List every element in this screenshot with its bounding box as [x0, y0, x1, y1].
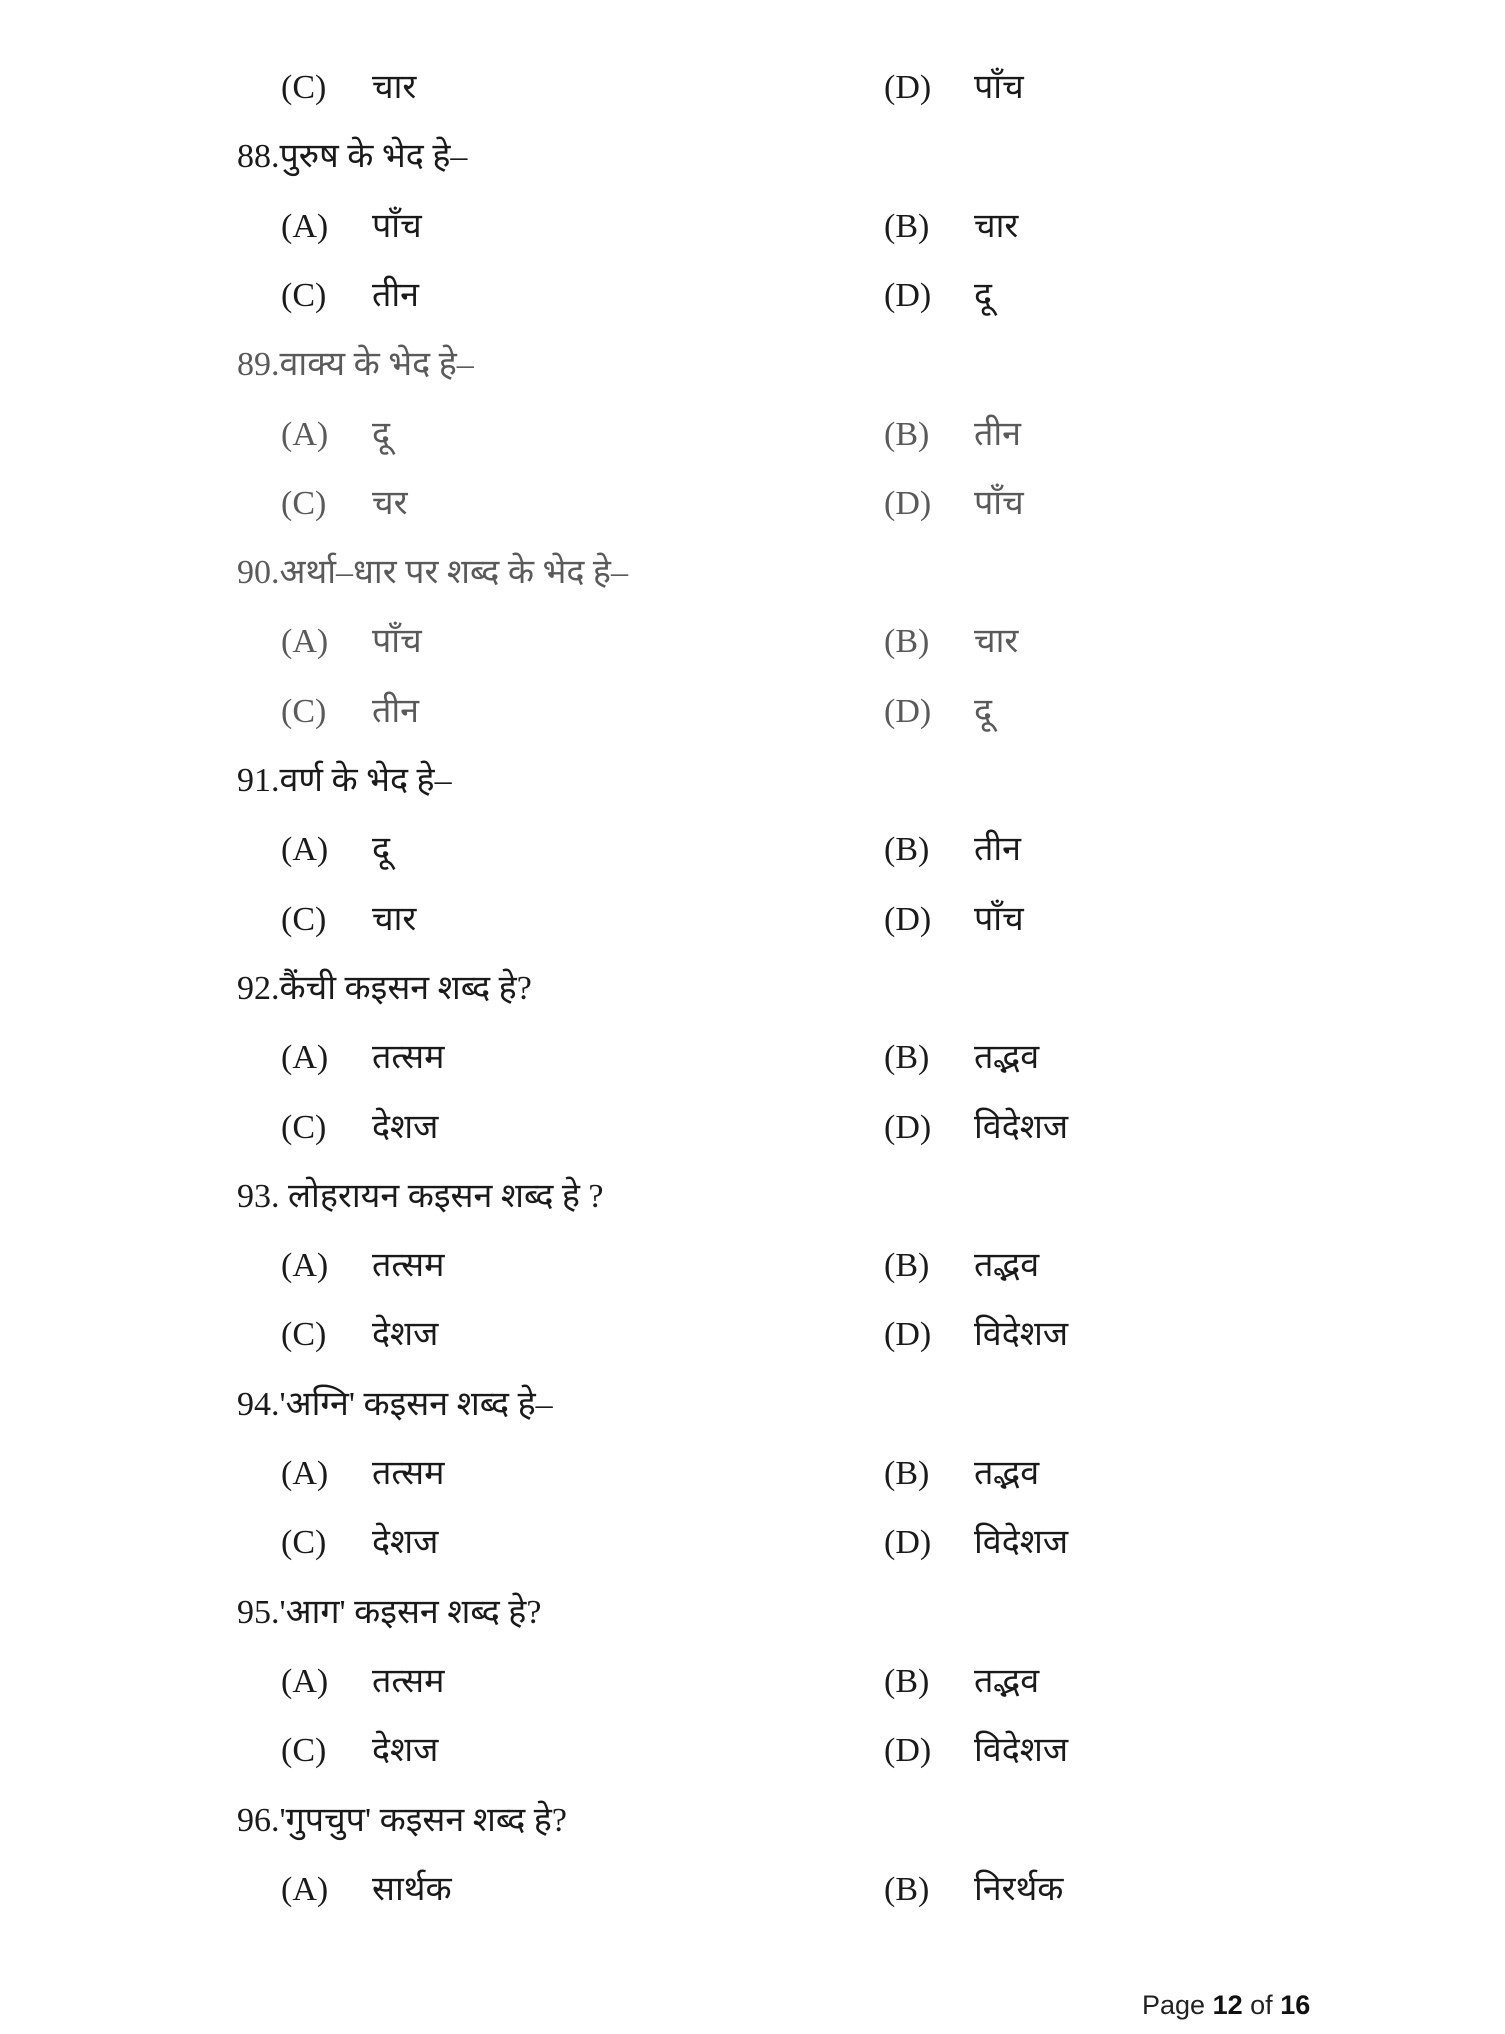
- question-row: [0, 1791, 1505, 1851]
- option-label: (B): [884, 1247, 930, 1285]
- option-label: (B): [884, 1039, 930, 1077]
- question-row: [0, 543, 1505, 603]
- options-row: [0, 1860, 1505, 1920]
- option-text: तत्सम: [372, 1039, 445, 1077]
- option-label: (A): [281, 1662, 329, 1700]
- option-text: चार: [372, 69, 417, 106]
- option-label: (D): [884, 692, 932, 730]
- option-text: तत्सम: [372, 1247, 445, 1285]
- option-label: (D): [884, 900, 932, 938]
- option-label: (B): [884, 831, 930, 869]
- options-row: [0, 1098, 1505, 1158]
- options-row: [0, 1236, 1505, 1296]
- question-text: 90.अर्था–धार पर शब्द के भेद हे–: [237, 554, 628, 592]
- option-text: चार: [974, 207, 1019, 245]
- option-label: (C): [281, 484, 327, 522]
- option-label: (A): [281, 1870, 329, 1908]
- options-row: [0, 1028, 1505, 1088]
- page-number: [1142, 1990, 1310, 2021]
- question-text: 96.'गुपचुप' कइसन शब्द हे?: [237, 1801, 567, 1839]
- question-text: 89.वाक्य के भेद हे–: [237, 346, 474, 384]
- options-row: [0, 820, 1505, 880]
- option-label: (A): [281, 1455, 329, 1492]
- option-label: (D): [884, 1732, 932, 1770]
- option-label: (C): [281, 69, 327, 106]
- page-label: Page: [1142, 1990, 1206, 2020]
- question-row: [0, 1167, 1505, 1227]
- option-label: (C): [281, 276, 327, 314]
- options-row: [0, 612, 1505, 672]
- option-text: दू: [974, 276, 993, 314]
- option-label: (B): [884, 1870, 930, 1908]
- option-text: तीन: [974, 831, 1022, 869]
- option-text: तद्भव: [974, 1662, 1040, 1700]
- option-label: (D): [884, 1524, 932, 1562]
- options-row: [0, 1652, 1505, 1712]
- option-label: (A): [281, 1039, 329, 1077]
- question-text: 92.कैंची कइसन शब्द हे?: [237, 969, 532, 1007]
- option-text: निरर्थक: [974, 1870, 1064, 1908]
- option-text: विदेशज: [974, 1732, 1069, 1770]
- option-text: सार्थक: [372, 1870, 452, 1908]
- option-text: विदेशज: [974, 1108, 1069, 1146]
- option-label: (B): [884, 1455, 930, 1492]
- option-text: दू: [372, 831, 391, 869]
- option-label: (B): [884, 1662, 930, 1700]
- option-label: (B): [884, 415, 930, 453]
- option-text: तत्सम: [372, 1455, 445, 1492]
- option-text: पाँच: [372, 623, 422, 661]
- options-row: [0, 58, 1505, 118]
- option-text: पाँच: [372, 207, 422, 245]
- option-text: पाँच: [974, 484, 1024, 522]
- question-text: 94.'अग्नि' कइसन शब्द हे–: [237, 1385, 553, 1423]
- option-label: (C): [281, 1524, 327, 1562]
- option-text: देशज: [372, 1108, 439, 1146]
- option-text: देशज: [372, 1316, 439, 1354]
- option-text: विदेशज: [974, 1524, 1069, 1562]
- question-text: 91.वर्ण के भेद हे–: [237, 762, 452, 799]
- question-text: 88.पुरुष के भेद हे–: [237, 138, 468, 176]
- option-text: तद्भव: [974, 1455, 1040, 1492]
- option-label: (A): [281, 415, 329, 453]
- option-text: तीन: [372, 692, 420, 730]
- question-row: [0, 127, 1505, 187]
- option-text: देशज: [372, 1524, 439, 1562]
- options-row: [0, 1513, 1505, 1573]
- options-row: [0, 1721, 1505, 1781]
- option-text: चार: [372, 900, 417, 938]
- option-text: विदेशज: [974, 1316, 1069, 1354]
- options-row: [0, 890, 1505, 950]
- option-text: पाँच: [974, 900, 1024, 938]
- option-label: (A): [281, 831, 329, 869]
- option-label: (D): [884, 484, 932, 522]
- option-label: (C): [281, 1108, 327, 1146]
- of-label: of: [1250, 1990, 1273, 2020]
- option-text: चार: [974, 623, 1019, 661]
- options-row: [0, 1305, 1505, 1365]
- option-text: तत्सम: [372, 1662, 445, 1700]
- option-label: (C): [281, 1732, 327, 1770]
- total-pages: 16: [1280, 1990, 1311, 2020]
- question-row: [0, 751, 1505, 811]
- options-row: [0, 405, 1505, 465]
- option-text: पाँच: [974, 69, 1024, 106]
- option-label: (A): [281, 207, 329, 245]
- option-label: (C): [281, 900, 327, 938]
- option-text: तीन: [974, 415, 1022, 453]
- option-text: तीन: [372, 276, 420, 314]
- option-text: दू: [974, 692, 993, 730]
- question-row: [0, 959, 1505, 1019]
- options-row: [0, 197, 1505, 257]
- options-row: [0, 474, 1505, 534]
- option-text: तद्भव: [974, 1039, 1040, 1077]
- question-text: 95.'आग' कइसन शब्द हे?: [237, 1593, 542, 1631]
- options-row: [0, 682, 1505, 742]
- option-label: (D): [884, 1316, 932, 1354]
- option-label: (C): [281, 1316, 327, 1354]
- question-row: [0, 1375, 1505, 1435]
- option-label: (A): [281, 1247, 329, 1285]
- option-text: चर: [372, 484, 408, 522]
- option-label: (D): [884, 1108, 932, 1146]
- option-text: दू: [372, 415, 391, 453]
- current-page: 12: [1212, 1990, 1243, 2020]
- option-label: (D): [884, 69, 932, 106]
- option-label: (B): [884, 207, 930, 245]
- question-row: [0, 1583, 1505, 1643]
- option-label: (C): [281, 692, 327, 730]
- question-row: [0, 335, 1505, 395]
- option-label: (A): [281, 623, 329, 661]
- options-row: [0, 266, 1505, 326]
- option-text: तद्भव: [974, 1247, 1040, 1285]
- question-text: 93. लोहरायन कइसन शब्द हे ?: [237, 1177, 604, 1215]
- option-label: (B): [884, 623, 930, 661]
- option-label: (D): [884, 276, 932, 314]
- option-text: देशज: [372, 1732, 439, 1770]
- options-row: [0, 1444, 1505, 1504]
